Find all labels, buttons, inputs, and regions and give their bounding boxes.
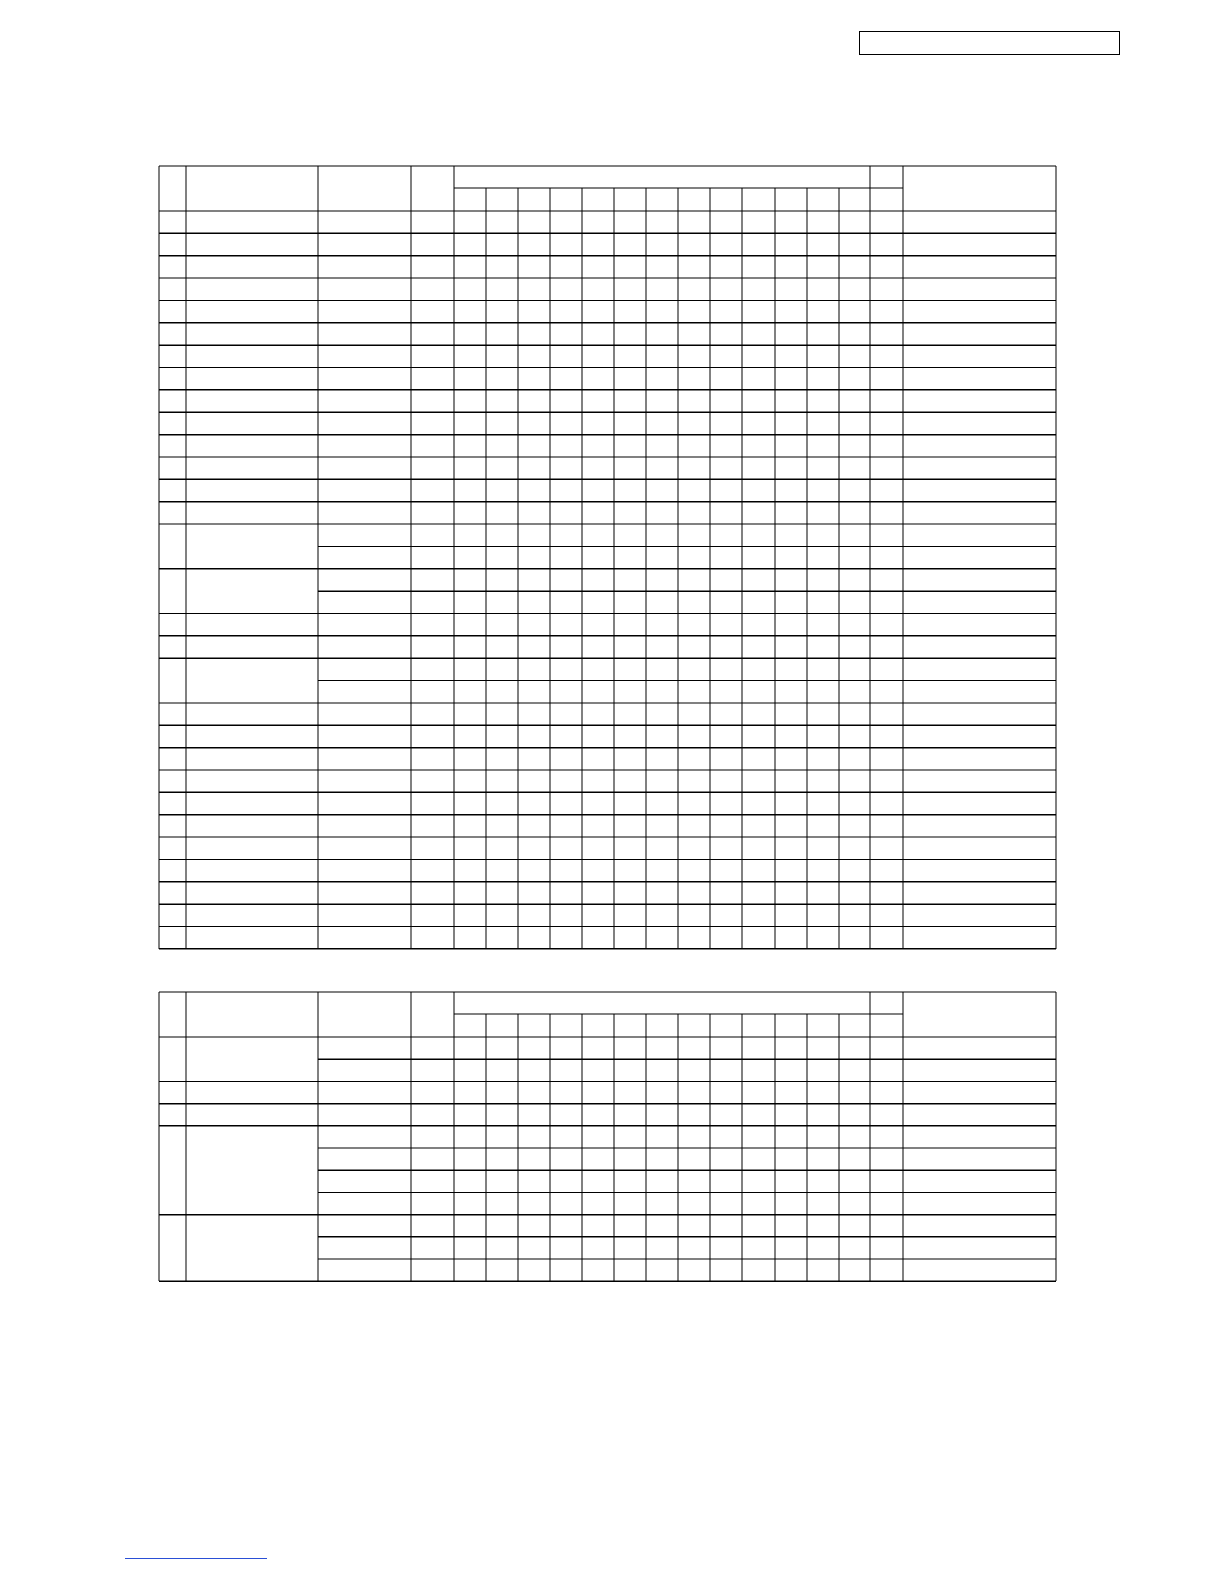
footer-link-underline[interactable] (125, 1558, 267, 1559)
